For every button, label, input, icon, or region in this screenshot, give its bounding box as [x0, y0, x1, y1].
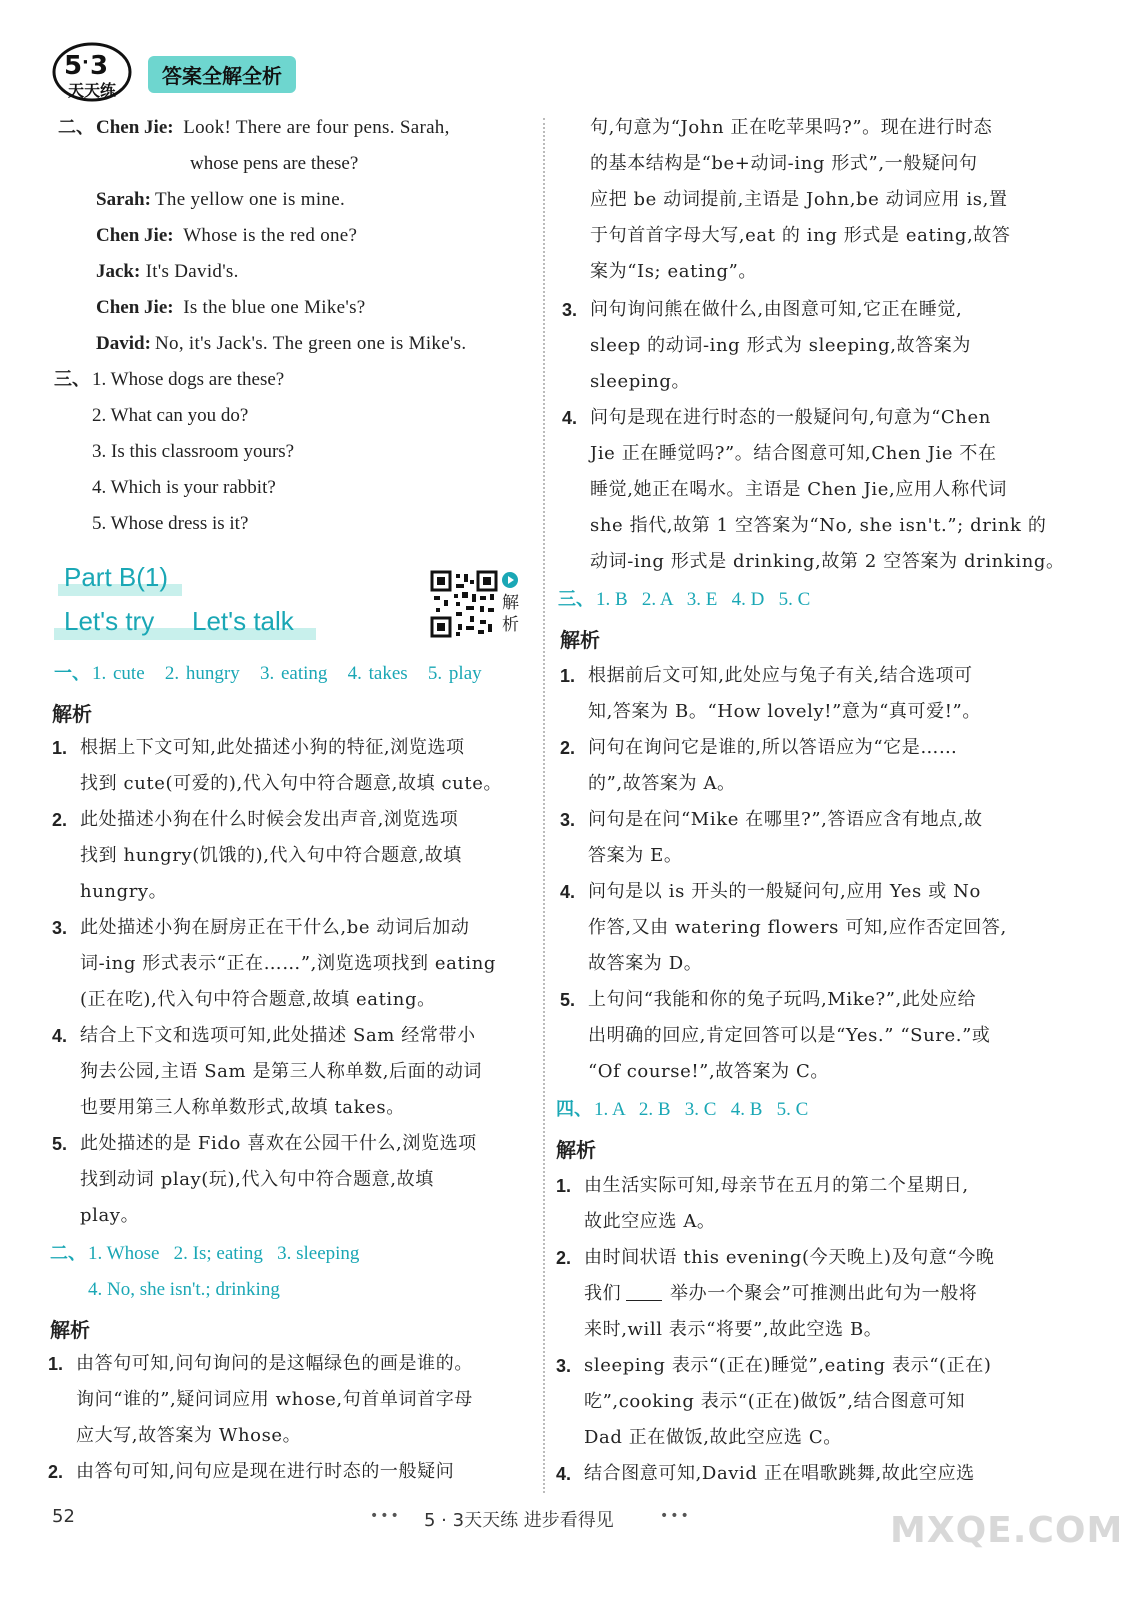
explanation-line: 由答句可知,问句询问的是这幅绿色的画是谁的。: [76, 1353, 473, 1374]
explanation-line: 知,答案为 B。“How lovely!”意为“真可爱!”。: [588, 701, 981, 722]
qr-code-icon: [430, 570, 502, 638]
explanation-line: 作答,又由 watering flowers 可知,应作否定回答,: [588, 917, 1007, 938]
explanation-line: 词-ing 形式表示“正在……”,浏览选项找到 eating: [80, 953, 497, 974]
explanation-number: 3.: [562, 300, 578, 320]
jiexi-title: 解析: [556, 1138, 596, 1162]
explanation-line: 案为“Is; eating”。: [590, 261, 758, 282]
explanation-line: 由生活实际可知,母亲节在五月的第二个星期日,: [584, 1175, 969, 1196]
dialog-line: whose pens are these?: [190, 153, 359, 174]
section-label: 二、: [58, 117, 94, 138]
dialog-line: Is the blue one Mike's?: [183, 297, 366, 318]
explanation-number: 2.: [556, 1248, 572, 1268]
list-item: 2. What can you do?: [92, 405, 249, 426]
explanation-line: 根据上下文可知,此处描述小狗的特征,浏览选项: [80, 737, 465, 758]
explanation-line: Dad 正在做饭,故此空应选 C。: [584, 1427, 842, 1448]
explanation-number: 1.: [560, 666, 576, 686]
logo-icon: [52, 40, 136, 104]
qr-play-icon: [502, 572, 518, 588]
dialog-speaker: Jack:: [96, 261, 141, 282]
explanation-line: 询问“谁的”,疑问词应用 whose,句首单词首字母: [76, 1389, 473, 1410]
explanation-line: 问句是现在进行时态的一般疑问句,句意为“Chen: [590, 407, 991, 428]
explanation-line: 应大写,故答案为 Whose。: [76, 1425, 302, 1446]
explanation-line: she 指代,故第 1 空答案为“No, she isn't.”; drink 的: [590, 515, 1047, 536]
explanation-line: 问句是以 is 开头的一般疑问句,应用 Yes 或 No: [588, 881, 981, 902]
explanation-number: 5.: [560, 990, 576, 1010]
svg-text:3: 3: [90, 51, 109, 81]
explanation-line: 也要用第三人称单数形式,故填 takes。: [80, 1097, 405, 1118]
explanation-line: 由答句可知,问句应是现在进行时态的一般疑问: [76, 1461, 455, 1482]
explanation-line: (正在吃),代入句中符合题意,故填 eating。: [80, 989, 436, 1010]
explanation-line: 结合图意可知,David 正在唱歌跳舞,故此空应选: [584, 1463, 975, 1484]
answer-line: 1. A 2. B 3. C 4. B 5. C: [594, 1099, 809, 1120]
jiexi-title: 解析: [560, 628, 600, 652]
explanation-line: 上句问“我能和你的兔子玩吗,Mike?”,此处应给: [588, 989, 977, 1010]
answer-label: 四、: [556, 1099, 592, 1120]
explanation-line: Jie 正在睡觉吗?”。结合图意可知,Chen Jie 不在: [590, 443, 997, 464]
explanation-number: 1.: [556, 1176, 572, 1196]
explanation-line: play。: [80, 1205, 140, 1226]
explanation-line: sleeping。: [590, 371, 691, 392]
list-item: 1. Whose dogs are these?: [92, 369, 285, 390]
dialog-speaker: Chen Jie:: [96, 117, 174, 138]
dialog-speaker: Chen Jie:: [96, 225, 174, 246]
explanation-line: 此处描述小狗在什么时候会发出声音,浏览选项: [80, 809, 459, 830]
explanation-line: 由时间状语 this evening(今天晚上)及句意“今晚: [584, 1247, 995, 1268]
explanation-line: 举办一个聚会”可推测出此句为一般将: [670, 1283, 978, 1304]
dialog-line: It's David's.: [145, 261, 239, 282]
svg-text:5: 5: [64, 51, 83, 81]
explanation-number: 1.: [48, 1354, 64, 1374]
explanation-line: 结合上下文和选项可知,此处描述 Sam 经常带小: [80, 1025, 476, 1046]
qr-code: [430, 570, 502, 638]
list-item: 5. Whose dress is it?: [92, 513, 249, 534]
explanation-line: 来时,will 表示“将要”,故此空选 B。: [584, 1319, 883, 1340]
column-divider: [543, 118, 545, 1493]
dialog-speaker: Sarah:: [96, 189, 151, 210]
explanation-line: 故答案为 D。: [588, 953, 703, 974]
qr-label: 解析: [502, 593, 519, 635]
page-number: 52: [52, 1506, 75, 1527]
answer-line: 1. cute 2. hungry 3. eating 4. takes 5. play: [92, 663, 482, 684]
part-title: Part B(1): [64, 562, 169, 592]
answer-label: 二、: [50, 1243, 86, 1264]
answer-line: 1. B 2. A 3. E 4. D 5. C: [596, 589, 811, 610]
watermark: MXQE.COM: [890, 1510, 1123, 1551]
explanation-number: 2.: [560, 738, 576, 758]
jiexi-title: 解析: [52, 702, 92, 726]
explanation-number: 4.: [562, 408, 578, 428]
dialog-speaker: David:: [96, 333, 151, 354]
explanation-number: 4.: [52, 1026, 68, 1046]
explanation-number: 3.: [52, 918, 68, 938]
dialog-speaker: Chen Jie:: [96, 297, 174, 318]
footer-slogan: 5 · 3天天练 进步看得见: [424, 1510, 614, 1531]
answer-label: 一、: [54, 663, 90, 684]
explanation-line: 我们: [584, 1283, 622, 1304]
jiexi-title: 解析: [50, 1318, 90, 1342]
section-label: 三、: [54, 369, 90, 390]
dialog-line: No, it's Jack's. The green one is Mike's.: [155, 333, 467, 354]
list-item: 4. Which is your rabbit?: [92, 477, 276, 498]
part-subtitle-lets-talk: Let's talk: [192, 606, 294, 636]
explanation-line: 找到 hungry(饥饿的),代入句中符合题意,故填: [80, 845, 462, 866]
explanation-line: 动词-ing 形式是 drinking,故第 2 空答案为 drinking。: [590, 551, 1065, 572]
explanation-number: 5.: [52, 1134, 68, 1154]
dialog-line: The yellow one is mine.: [155, 189, 345, 210]
answer-line: 4. No, she isn't.; drinking: [88, 1279, 280, 1300]
explanation-line: hungry。: [80, 881, 168, 902]
explanation-number: 4.: [556, 1464, 572, 1484]
explanation-line: 吃”,cooking 表示“(正在)做饭”,结合图意可知: [584, 1391, 966, 1412]
explanation-line: 句,句意为“John 正在吃苹果吗?”。现在进行时态: [590, 117, 993, 138]
explanation-line: 的基本结构是“be+动词-ing 形式”,一般疑问句: [590, 153, 978, 174]
explanation-line: 于句首首字母大写,eat 的 ing 形式是 eating,故答: [590, 225, 1011, 246]
footer-dots-left: •••: [370, 1508, 401, 1524]
explanation-line: 问句询问熊在做什么,由图意可知,它正在睡觉,: [590, 299, 963, 320]
explanation-line: 故此空应选 A。: [584, 1211, 716, 1232]
logo: [52, 40, 136, 104]
explanation-number: 2.: [48, 1462, 64, 1482]
part-subtitle-lets-try: Let's try: [64, 606, 155, 636]
explanation-line: 此处描述小狗在厨房正在干什么,be 动词后加动: [80, 917, 470, 938]
explanation-line: 应把 be 动词提前,主语是 John,be 动词应用 is,置: [590, 189, 1008, 210]
explanation-number: 1.: [52, 738, 68, 758]
explanation-line: 此处描述的是 Fido 喜欢在公园干什么,浏览选项: [80, 1133, 477, 1154]
explanation-line: 的”,故答案为 A。: [588, 773, 736, 794]
answer-label: 三、: [558, 589, 594, 610]
explanation-line: 根据前后文可知,此处应与兔子有关,结合选项可: [588, 665, 973, 686]
explanation-number: 3.: [556, 1356, 572, 1376]
explanation-number: 4.: [560, 882, 576, 902]
answer-line: 1. Whose 2. Is; eating 3. sleeping: [88, 1243, 360, 1264]
explanation-line: 问句是在问“Mike 在哪里?”,答语应含有地点,故: [588, 809, 983, 830]
svg-text:天天练: 天天练: [68, 81, 117, 100]
list-item: 3. Is this classroom yours?: [92, 441, 295, 462]
header-badge: 答案全解全析: [148, 56, 296, 93]
explanation-line: 问句在询问它是谁的,所以答语应为“它是……: [588, 737, 958, 758]
explanation-line: sleeping 表示“(正在)睡觉”,eating 表示“(正在): [584, 1355, 992, 1376]
explanation-line: 狗去公园,主语 Sam 是第三人称单数,后面的动词: [80, 1061, 483, 1082]
dialog-line: Whose is the red one?: [183, 225, 358, 246]
explanation-line: 睡觉,她正在喝水。主语是 Chen Jie,应用人称代词: [590, 479, 1007, 500]
explanation-line: “Of course!”,故答案为 C。: [588, 1061, 829, 1082]
explanation-number: 3.: [560, 810, 576, 830]
explanation-line: 出明确的回应,肯定回答可以是“Yes.” “Sure.”或: [588, 1025, 991, 1046]
explanation-line: sleep 的动词-ing 形式为 sleeping,故答案为: [590, 335, 971, 356]
explanation-line: 找到 cute(可爱的),代入句中符合题意,故填 cute。: [80, 773, 503, 794]
svg-text:·: ·: [82, 52, 89, 73]
explanation-line: 答案为 E。: [588, 845, 683, 866]
footer-dots-right: •••: [660, 1508, 691, 1524]
dialog-line: Look! There are four pens. Sarah,: [183, 117, 450, 138]
explanation-line: 找到动词 play(玩),代入句中符合题意,故填: [80, 1169, 434, 1190]
fill-in-blank: [626, 1282, 662, 1301]
explanation-number: 2.: [52, 810, 68, 830]
